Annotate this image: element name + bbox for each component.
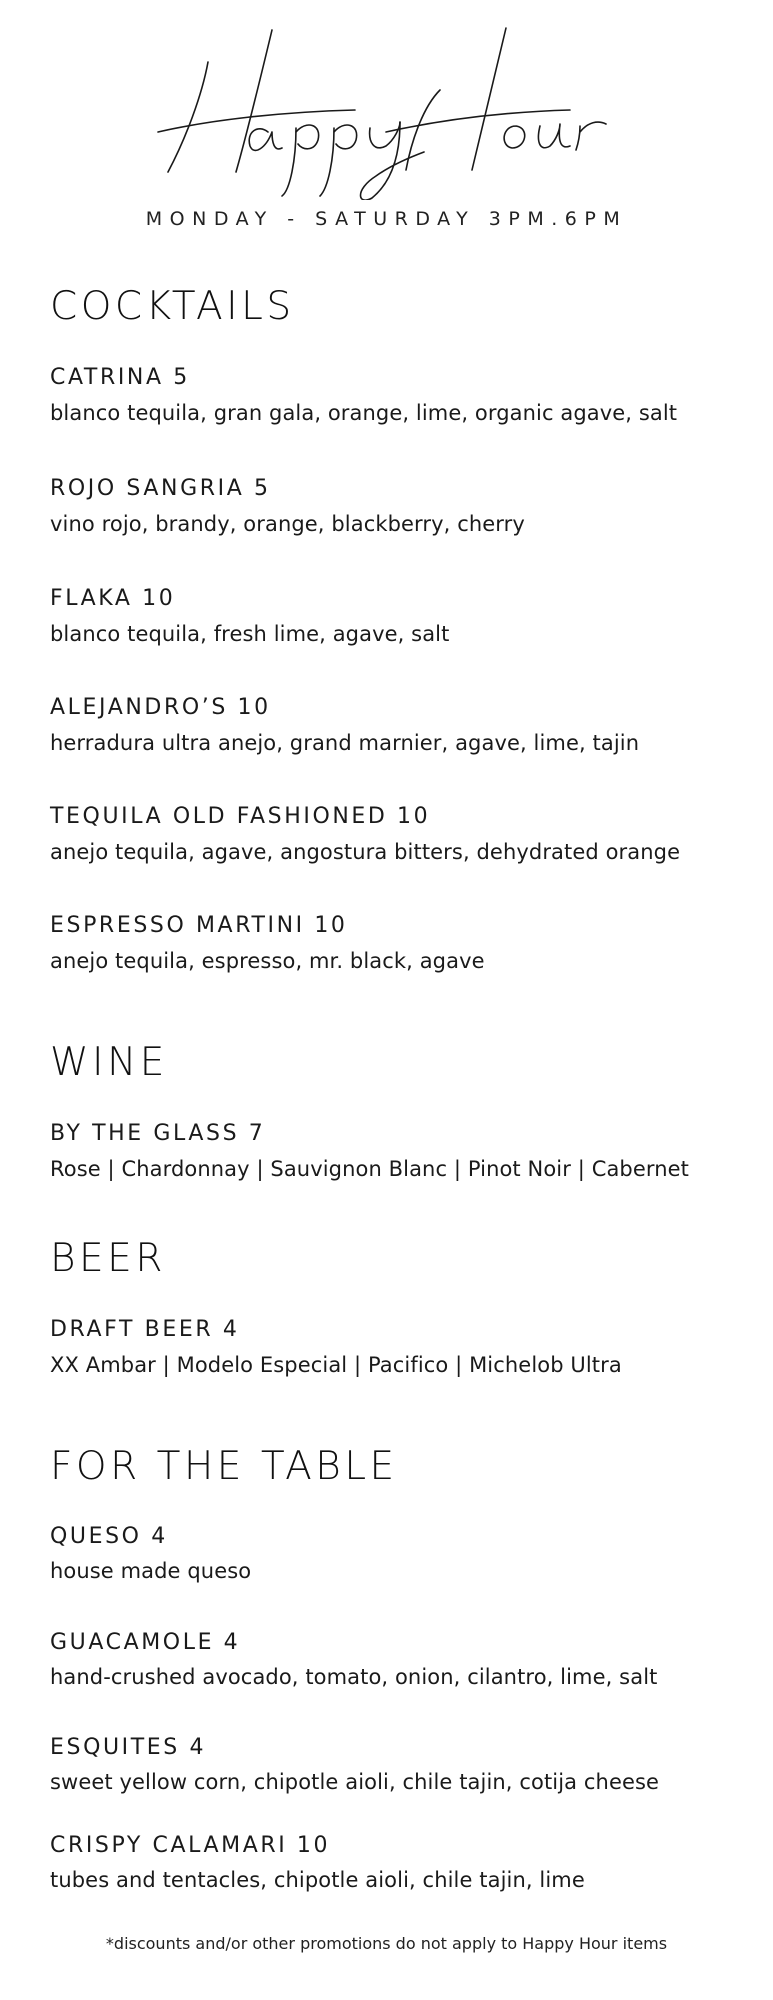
item-description: anejo tequila, agave, angostura bitters, dehydrated orange <box>50 840 681 864</box>
happy-hour-script-logo <box>150 20 620 200</box>
section-heading-cocktails: COCKTAILS <box>50 284 295 329</box>
item-description: blanco tequila, fresh lime, agave, salt <box>50 622 450 646</box>
item-name: CRISPY CALAMARI 10 <box>50 1833 331 1858</box>
item-description: vino rojo, brandy, orange, blackberry, cherry <box>50 512 525 536</box>
item-description: XX Ambar | Modelo Especial | Pacifico | Michelob Ultra <box>50 1353 622 1377</box>
section-heading-beer: BEER <box>50 1236 166 1281</box>
item-name: BY THE GLASS 7 <box>50 1121 266 1146</box>
item-description: house made queso <box>50 1559 252 1583</box>
item-name: ROJO SANGRIA 5 <box>50 476 271 501</box>
item-description: anejo tequila, espresso, mr. black, agave <box>50 949 485 973</box>
promotions-disclaimer: *discounts and/or other promotions do not apply to Happy Hour items <box>105 1934 668 1953</box>
item-name: CATRINA 5 <box>50 365 190 390</box>
item-name: QUESO 4 <box>50 1524 168 1549</box>
item-name: ALEJANDRO’S 10 <box>50 695 271 720</box>
section-heading-for-the-table: FOR THE TABLE <box>50 1444 398 1489</box>
happy-hour-schedule: MONDAY - SATURDAY 3PM.6PM <box>145 208 628 230</box>
item-name: GUACAMOLE 4 <box>50 1630 241 1655</box>
item-description: blanco tequila, gran gala, orange, lime, organic agave, salt <box>50 401 678 425</box>
item-name: ESQUITES 4 <box>50 1735 207 1760</box>
item-name: DRAFT BEER 4 <box>50 1317 240 1342</box>
item-name: FLAKA 10 <box>50 586 176 611</box>
item-description: herradura ultra anejo, grand marnier, agave, lime, tajin <box>50 731 640 755</box>
item-description: Rose | Chardonnay | Sauvignon Blanc | Pinot Noir | Cabernet <box>50 1157 690 1181</box>
item-description: tubes and tentacles, chipotle aioli, chile tajin, lime <box>50 1868 585 1892</box>
section-heading-wine: WINE <box>50 1040 168 1085</box>
item-name: ESPRESSO MARTINI 10 <box>50 913 348 938</box>
item-name: TEQUILA OLD FASHIONED 10 <box>50 804 431 829</box>
item-description: sweet yellow corn, chipotle aioli, chile tajin, cotija cheese <box>50 1770 660 1794</box>
item-description: hand-crushed avocado, tomato, onion, cilantro, lime, salt <box>50 1665 658 1689</box>
